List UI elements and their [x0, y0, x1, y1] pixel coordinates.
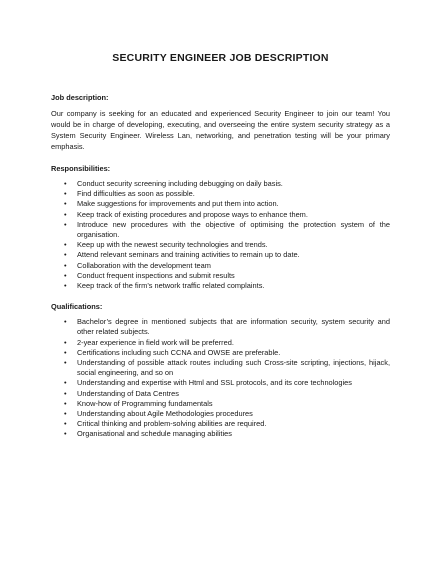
list-item — [51, 358, 390, 378]
qualifications-heading: Qualifications: — [51, 302, 103, 312]
list-item-text: Collaboration with the development team — [77, 260, 211, 270]
bullet-icon: • — [64, 179, 67, 188]
bullet-icon: • — [64, 189, 67, 199]
bullet-icon: • — [64, 317, 67, 327]
bullet-icon: • — [64, 199, 67, 209]
list-item-text: Attend relevant seminars and training activities to remain up to date. — [77, 250, 300, 260]
list-item-text: 2-year experience in field work will be preferred. — [77, 337, 234, 347]
responsibilities-list — [51, 179, 390, 291]
list-item-text: Critical thinking and problem-solving abilities are required. — [77, 419, 267, 429]
list-item-text: Conduct frequent inspections and submit results — [77, 270, 235, 280]
list-item — [51, 179, 390, 189]
bullet-icon: • — [64, 240, 67, 250]
list-item — [51, 189, 390, 199]
qualifications-list — [51, 317, 390, 439]
list-item — [51, 240, 390, 250]
list-item-text: Conduct security screening including debugging on daily basis. — [77, 179, 283, 188]
list-item — [51, 348, 390, 358]
list-item — [51, 220, 390, 240]
bullet-icon: • — [64, 388, 67, 398]
list-item — [51, 281, 390, 291]
list-item-text: Keep up with the newest security technologies and trends. — [77, 240, 268, 250]
bullet-icon: • — [64, 337, 67, 347]
bullet-icon: • — [64, 409, 67, 419]
list-item-text: Organisational and schedule managing abilities — [77, 429, 232, 439]
list-item — [51, 199, 390, 209]
job-description-text: Our company is seeking for an educated and experienced Security Engineer to join our team! You would be in charge of developing, executing, and overseeing the entire system security strategy as a System Security Engineer. Wireless Lan, networking, and penetration testing will be your primary emphasis. — [51, 109, 390, 151]
list-item-text: Make suggestions for improvements and put them into action. — [77, 199, 279, 209]
list-item — [51, 378, 390, 388]
responsibilities-heading: Responsibilities: — [51, 164, 111, 173]
document-title: SECURITY ENGINEER JOB DESCRIPTION — [112, 52, 329, 64]
list-item — [51, 389, 390, 399]
bullet-icon: • — [64, 250, 67, 260]
list-item — [51, 409, 390, 419]
list-item-text: Understanding about Agile Methodologies procedures — [77, 409, 253, 419]
bullet-icon: • — [64, 260, 67, 270]
list-item — [51, 271, 390, 281]
list-item-text: Understanding of Data Centres — [77, 388, 179, 398]
list-item — [51, 210, 390, 220]
list-item-text: Find difficulties as soon as possible. — [77, 189, 195, 199]
bullet-icon: • — [64, 270, 67, 280]
list-item — [51, 317, 390, 337]
list-item — [51, 261, 390, 271]
bullet-icon: • — [64, 358, 67, 368]
list-item — [51, 338, 390, 348]
bullet-icon: • — [64, 429, 67, 439]
list-item-text: Bachelor’s degree in mentioned subjects that are information security, system security and other related subjects. — [77, 317, 390, 337]
list-item-text: Understanding of possible attack routes including such Cross-site scripting, injections, hijack, social engineering, and so on — [77, 358, 390, 378]
bullet-icon: • — [64, 378, 67, 388]
list-item-text: Keep track of the firm’s network traffic related complaints. — [77, 281, 265, 291]
list-item-text: Introduce new procedures with the objective of optimising the protection system of the organisation. — [77, 219, 390, 240]
list-item-text: Know-how of Programming fundamentals — [77, 398, 213, 408]
list-item-text: Keep track of existing procedures and propose ways to enhance them. — [77, 209, 308, 219]
bullet-icon: • — [64, 219, 67, 229]
bullet-icon: • — [64, 281, 67, 291]
bullet-icon: • — [64, 347, 67, 357]
list-item — [51, 429, 390, 439]
bullet-icon: • — [64, 419, 67, 429]
list-item-text: Certifications including such CCNA and OWSE are preferable. — [77, 347, 281, 357]
list-item-text: Understanding and expertise with Html and SSL protocols, and its core technologies — [77, 378, 352, 388]
list-item — [51, 419, 390, 429]
job-description-heading: Job description: — [51, 93, 109, 102]
list-item — [51, 399, 390, 409]
bullet-icon: • — [64, 209, 67, 219]
list-item — [51, 250, 390, 260]
bullet-icon: • — [64, 398, 67, 408]
